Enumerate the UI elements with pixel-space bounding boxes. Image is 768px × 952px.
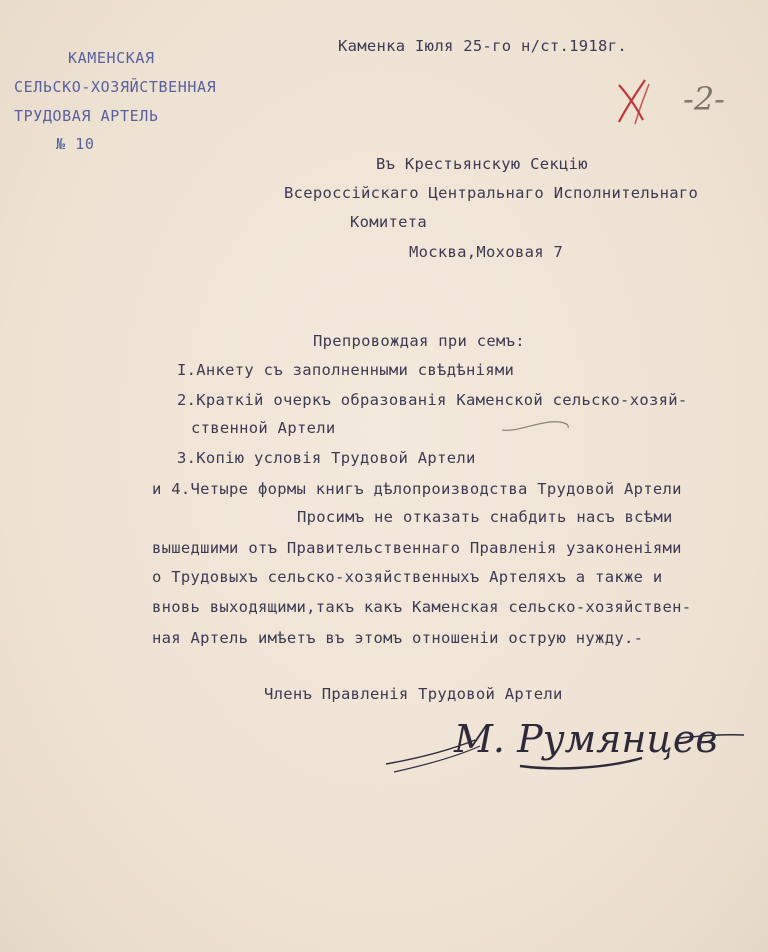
red-pencil-cross-icon [619, 80, 649, 124]
archive-number: -2- [683, 80, 725, 118]
request-line-3: о Трудовыхъ сельско-хозяйственныхъ Артеляхъ а также и [152, 568, 663, 586]
request-line-4: вновь выходящими,такъ какъ Каменская сельско-хозяйствен- [152, 598, 692, 616]
addressee-line-2: Всероссійскаго Центральнаго Исполнительнаго [284, 184, 699, 202]
letterhead-line-3: ТРУДОВАЯ АРТЕЛЬ [14, 107, 159, 125]
enclosure-intro: Препровождая при семъ: [313, 332, 525, 350]
addressee-line-3: Комитета [350, 213, 428, 231]
letterhead-line-1: КАМЕНСКАЯ [68, 49, 155, 67]
addressee-line-1: Въ Крестьянскую Секцію [376, 155, 588, 173]
letterhead-number: № 10 [56, 135, 95, 153]
pencil-flourish-icon [498, 414, 574, 436]
enclosure-item-2: 2.Краткій очеркъ образованія Каменской сельско-хозяй- [177, 391, 688, 409]
letterhead-line-2: СЕЛЬСКО-ХОЗЯЙСТВЕННАЯ [14, 78, 217, 96]
addressee-line-4: Москва,Моховая 7 [409, 243, 564, 261]
request-line-1: Просимъ не отказать снабдить насъ всѣми [297, 508, 673, 526]
signature-text: М. Румянцев [454, 717, 718, 761]
signatory-title: Членъ Правленія Трудовой Артели [264, 685, 563, 703]
handwritten-signature [380, 700, 750, 780]
enclosure-item-1: I.Анкету съ заполненными свѣдѣніями [177, 361, 515, 379]
request-line-5: ная Артель имѣетъ въ этомъ отношеніи острую нужду.- [152, 629, 644, 647]
date-line: Каменка Iюля 25-го н/ст.1918г. [338, 37, 627, 55]
enclosure-item-2-cont: ственной Артели [191, 419, 336, 437]
enclosure-item-4: и 4.Четыре формы книгъ дѣлопроизводства Трудовой Артели [152, 480, 682, 498]
archive-mark [605, 70, 765, 130]
enclosure-item-3: 3.Копію условія Трудовой Артели [177, 449, 476, 467]
request-line-2: вышедшими отъ Правительственнаго Правленія узаконеніями [152, 539, 682, 557]
